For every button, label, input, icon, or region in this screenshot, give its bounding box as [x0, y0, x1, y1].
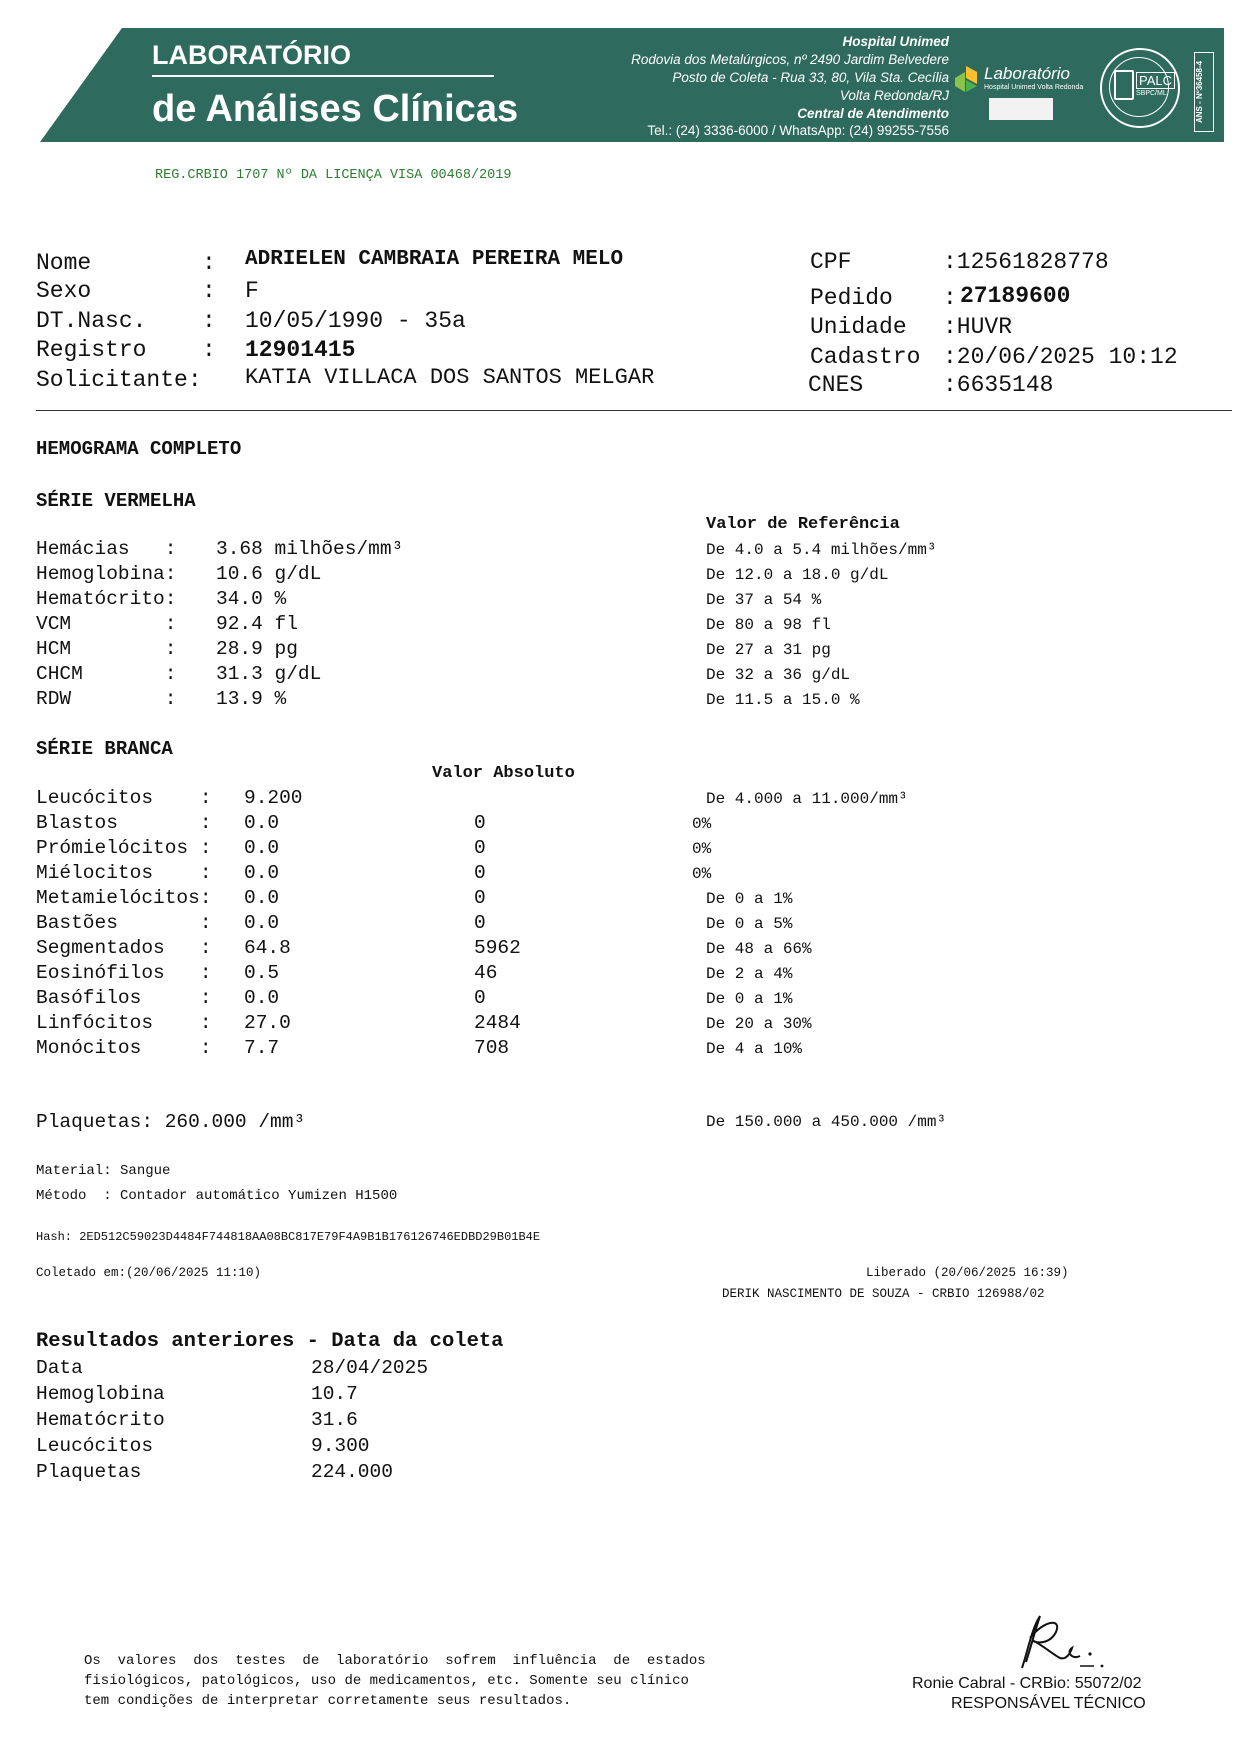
- previous-row-value: 9.300: [311, 1435, 370, 1457]
- white-row-absolute: 5962: [474, 937, 521, 959]
- sexo-sep: :: [202, 278, 216, 304]
- hash: Hash: 2ED512C59023D4484F744818AA08BC817E79F4A9B1B176126746EDBD29B01B4E: [36, 1230, 541, 1244]
- white-row-absolute: 0: [474, 812, 486, 834]
- white-row-ref: 0%: [692, 865, 712, 883]
- previous-row-label: Hematócrito: [36, 1409, 165, 1431]
- white-row-label: Bastões :: [36, 912, 212, 934]
- white-row-value: 27.0: [244, 1012, 291, 1034]
- white-row-value: 0.5: [244, 962, 280, 984]
- red-row-ref: De 12.0 a 18.0 g/dL: [706, 566, 889, 584]
- red-row-value: 28.9 pg: [216, 638, 298, 660]
- solicitante-label: Solicitante:: [36, 367, 202, 393]
- red-row-ref: De 80 a 98 fl: [706, 616, 831, 634]
- sexo-label: Sexo: [36, 278, 92, 304]
- plaquetas-ref: De 150.000 a 450.000 /mm³: [706, 1113, 947, 1131]
- red-row-value: 13.9 %: [216, 688, 287, 710]
- white-row-label: Leucócitos :: [36, 787, 212, 809]
- white-row-ref: De 4 a 10%: [706, 1040, 803, 1058]
- patient-sex: F: [245, 278, 259, 304]
- red-row-value: 92.4 fl: [216, 613, 298, 635]
- nome-sep: :: [202, 250, 216, 276]
- ans-registration: ANS - Nº36458-4: [1194, 52, 1214, 132]
- white-row-value: 0.0: [244, 887, 280, 909]
- lab-logo-icon: [955, 66, 977, 92]
- red-row-ref: De 11.5 a 15.0 %: [706, 691, 860, 709]
- coletado: Coletado em:(20/06/2025 11:10): [36, 1266, 262, 1280]
- red-series-title: SÉRIE VERMELHA: [36, 490, 196, 512]
- registro-sep: :: [202, 337, 216, 363]
- patient-name: ADRIELEN CAMBRAIA PEREIRA MELO: [245, 248, 624, 271]
- white-series-title: SÉRIE BRANCA: [36, 738, 173, 760]
- white-row-ref: De 2 a 4%: [706, 965, 793, 983]
- signer-name: Ronie Cabral - CRBio: 55072/02: [912, 1675, 1142, 1692]
- phones: Tel.: (24) 3336-6000 / WhatsApp: (24) 99255-7556: [647, 123, 949, 138]
- white-row-label: Linfócitos :: [36, 1012, 212, 1034]
- address-line1: Rodovia dos Metalúrgicos, nº 2490 Jardim Belvedere: [631, 52, 949, 67]
- pedido-sep: :: [943, 285, 957, 311]
- red-row-label: RDW :: [36, 688, 177, 710]
- red-row-value: 34.0 %: [216, 588, 287, 610]
- white-row-absolute: 0: [474, 912, 486, 934]
- red-row-label: Hematócrito:: [36, 588, 177, 610]
- white-row-absolute: 0: [474, 862, 486, 884]
- disclaimer-line2: fisiológicos, patológicos, uso de medicamentos, etc. Somente seu clínico: [84, 1673, 689, 1689]
- red-row-ref: De 32 a 36 g/dL: [706, 666, 851, 684]
- cadastro-value: :20/06/2025 10:12: [943, 344, 1178, 370]
- previous-row-label: Hemoglobina: [36, 1383, 165, 1405]
- central-atendimento: Central de Atendimento: [797, 106, 949, 121]
- red-row-ref: De 27 a 31 pg: [706, 641, 831, 659]
- nome-label: Nome: [36, 250, 92, 276]
- ref-header: Valor de Referência: [706, 515, 900, 534]
- white-row-ref: 0%: [692, 840, 712, 858]
- lab-logo-text: Laboratório: [984, 64, 1071, 83]
- white-row-absolute: 0: [474, 887, 486, 909]
- cpf-label: CPF: [810, 249, 852, 275]
- white-row-value: 0.0: [244, 987, 280, 1009]
- cadastro-label: Cadastro: [810, 344, 921, 370]
- white-row-ref: De 0 a 1%: [706, 890, 793, 908]
- white-row-absolute: 0: [474, 837, 486, 859]
- white-row-ref: 0%: [692, 815, 712, 833]
- white-row-ref: De 48 a 66%: [706, 940, 812, 958]
- previous-row-label: Plaquetas: [36, 1461, 142, 1483]
- lab-title-line1: LABORATÓRIO: [152, 40, 351, 70]
- red-row-ref: De 37 a 54 %: [706, 591, 822, 609]
- lab-title-line2: de Análises Clínicas: [152, 88, 519, 130]
- red-row-label: VCM :: [36, 613, 177, 635]
- palc-seal-icon: PALC SBPC/ML: [1100, 48, 1180, 128]
- liberado-by: DERIK NASCIMENTO DE SOUZA - CRBIO 126988/02: [722, 1287, 1045, 1301]
- white-row-value: 64.8: [244, 937, 291, 959]
- white-row-label: Prómielócitos :: [36, 837, 212, 859]
- red-row-value: 10.6 g/dL: [216, 563, 322, 585]
- license-line: REG.CRBIO 1707 Nº DA LICENÇA VISA 00468/2019: [155, 168, 512, 183]
- patient-registro: 12901415: [245, 337, 356, 363]
- previous-row-label: Data: [36, 1357, 83, 1379]
- white-row-label: Eosinófilos :: [36, 962, 212, 984]
- cnes-label: CNES: [808, 372, 864, 398]
- white-row-ref: De 4.000 a 11.000/mm³: [706, 790, 908, 808]
- signature-icon: [1010, 1610, 1120, 1672]
- nasc-label: DT.Nasc.: [36, 308, 147, 334]
- cnes-value: :6635148: [943, 372, 1054, 398]
- previous-title: Resultados anteriores - Data da coleta: [36, 1330, 504, 1353]
- plaquetas: Plaquetas: 260.000 /mm³: [36, 1111, 306, 1133]
- patient-birthdate: 10/05/1990 - 35a: [245, 308, 466, 334]
- red-row-ref: De 4.0 a 5.4 milhões/mm³: [706, 541, 937, 559]
- white-row-label: Miélocitos :: [36, 862, 212, 884]
- city: Volta Redonda/RJ: [839, 88, 949, 103]
- white-row-ref: De 0 a 1%: [706, 990, 793, 1008]
- disclaimer-line3: tem condições de interpretar corretamente seus resultados.: [84, 1693, 572, 1709]
- white-row-label: Metamielócitos:: [36, 887, 212, 909]
- nasc-sep: :: [202, 308, 216, 334]
- divider: [36, 410, 1232, 411]
- solicitante-name: KATIA VILLACA DOS SANTOS MELGAR: [245, 365, 655, 390]
- pedido-label: Pedido: [810, 285, 893, 311]
- disclaimer-line1: Os valores dos testes de laboratório sofrem influência de estados: [84, 1653, 706, 1669]
- white-row-absolute: 46: [474, 962, 498, 984]
- red-row-label: CHCM :: [36, 663, 177, 685]
- white-row-absolute: 708: [474, 1037, 510, 1059]
- signer-role: RESPONSÁVEL TÉCNICO: [951, 1695, 1146, 1712]
- red-row-label: Hemoglobina:: [36, 563, 177, 585]
- abs-header: Valor Absoluto: [432, 764, 575, 783]
- white-row-label: Monócitos :: [36, 1037, 212, 1059]
- pedido-value: 27189600: [960, 283, 1071, 309]
- unidade-value: :HUVR: [943, 314, 1013, 340]
- red-row-label: HCM :: [36, 638, 177, 660]
- red-row-label: Hemácias :: [36, 538, 177, 560]
- material: Material: Sangue: [36, 1163, 171, 1179]
- white-row-value: 7.7: [244, 1037, 280, 1059]
- liberado: Liberado (20/06/2025 16:39): [866, 1266, 1069, 1280]
- white-row-absolute: 0: [474, 987, 486, 1009]
- white-row-label: Basófilos :: [36, 987, 212, 1009]
- previous-row-value: 224.000: [311, 1461, 393, 1483]
- white-row-value: 0.0: [244, 912, 280, 934]
- white-row-value: 0.0: [244, 837, 280, 859]
- white-row-value: 9.200: [244, 787, 303, 809]
- registro-label: Registro: [36, 337, 147, 363]
- previous-row-value: 10.7: [311, 1383, 358, 1405]
- address-line2: Posto de Coleta - Rua 33, 80, Vila Sta. Cecília: [672, 70, 949, 85]
- white-row-value: 0.0: [244, 862, 280, 884]
- white-row-label: Segmentados :: [36, 937, 212, 959]
- title-underline: [152, 75, 494, 77]
- white-row-ref: De 0 a 5%: [706, 915, 793, 933]
- exam-title: HEMOGRAMA COMPLETO: [36, 438, 242, 460]
- previous-row-label: Leucócitos: [36, 1435, 154, 1457]
- white-row-absolute: 2484: [474, 1012, 521, 1034]
- metodo: Método : Contador automático Yumizen H1500: [36, 1188, 398, 1204]
- previous-row-value: 31.6: [311, 1409, 358, 1431]
- previous-row-value: 28/04/2025: [311, 1357, 429, 1379]
- cpf-value: :12561828778: [943, 249, 1109, 275]
- unidade-label: Unidade: [810, 314, 907, 340]
- banner-diagonal-cut: [40, 28, 122, 142]
- red-row-value: 3.68 milhões/mm³: [216, 538, 404, 560]
- white-row-label: Blastos :: [36, 812, 212, 834]
- lab-logo-subtitle: Hospital Unimed Volta Redonda: [984, 84, 1084, 91]
- white-row-ref: De 20 a 30%: [706, 1015, 812, 1033]
- white-row-value: 0.0: [244, 812, 280, 834]
- accreditation-stamp: [989, 98, 1053, 120]
- hospital-name: Hospital Unimed: [842, 34, 949, 49]
- red-row-value: 31.3 g/dL: [216, 663, 322, 685]
